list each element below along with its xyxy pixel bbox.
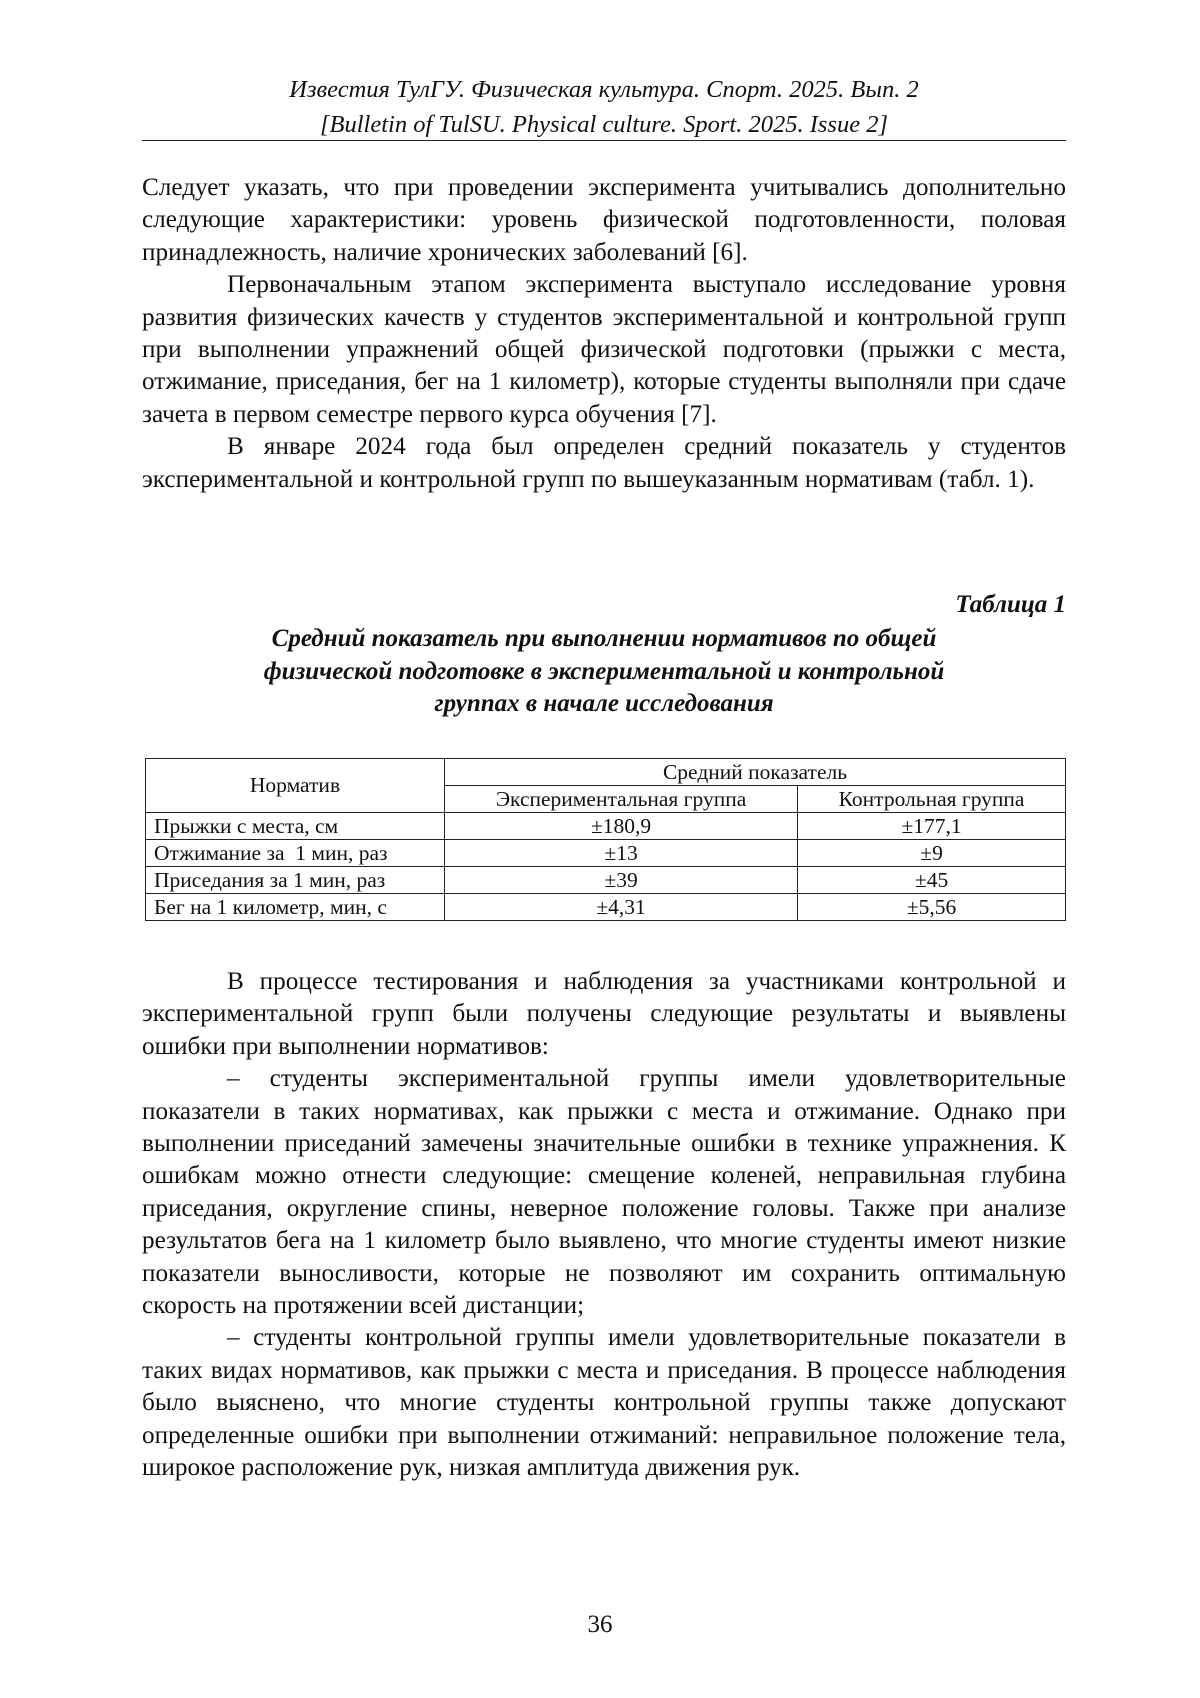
table-header-row xyxy=(146,759,1066,786)
cell-experimental: ±4,31 xyxy=(445,894,798,921)
paragraph: В январе 2024 года был определен средний показатель у студентов экспериментальной и контрольной групп по вышеуказанным нормативам (табл. 1). xyxy=(142,433,1066,493)
header-line-en: [Bulletin of TulSU. Physical culture. Sport. 2025. Issue 2] xyxy=(319,111,888,138)
cell-control: ±9 xyxy=(798,840,1066,867)
cell-norm: Прыжки с места, см xyxy=(146,813,445,840)
running-header xyxy=(142,72,1066,142)
table-title-line: Средний показатель при выполнении нормативов по общей xyxy=(271,625,937,652)
cell-experimental: ±13 xyxy=(445,840,798,867)
body-text-top xyxy=(142,172,1066,496)
table-title-line: группах в начале исследования xyxy=(434,690,774,717)
paragraph: Следует указать, что при проведении эксперимента учитывались дополнительно следующие характеристики: уровень физической подготовленности, половая принадлежность, наличие хронических заболеваний [6]. xyxy=(142,174,1066,266)
table-title xyxy=(142,623,1066,721)
cell-control: ±45 xyxy=(798,867,1066,894)
cell-experimental: ±39 xyxy=(445,867,798,894)
paragraph: Первоначальным этапом эксперимента выступало исследование уровня развития физических качеств у студентов экспериментальной и контрольной групп при выполнении упражнений общей физической подготовки (прыжки с места, отжимание, приседания, бег на 1 километр), которые студенты выполняли при сдаче зачета в первом семестре первого курса обучения [7]. xyxy=(142,271,1066,428)
cell-control: ±177,1 xyxy=(798,813,1066,840)
page-number: 36 xyxy=(587,1611,613,1638)
cell-norm: Приседания за 1 мин, раз xyxy=(146,867,445,894)
header-norm: Норматив xyxy=(146,759,445,813)
cell-control: ±5,56 xyxy=(798,894,1066,921)
table-row xyxy=(146,894,1066,921)
table-row xyxy=(146,813,1066,840)
table-row xyxy=(146,840,1066,867)
list-item: – студенты экспериментальной группы имели удовлетворительные показатели в таких нормативах, как прыжки с места и отжимание. Однако при выполнении приседаний замечены значительные ошибки в технике упражнения. К ошибкам можно отнести следующие: смещение коленей, неправильная глубина приседания, округление спины, неверное положение головы. Также при анализе результатов бега на 1 километр было выявлено, что многие студенты имеют низкие показатели выносливости, которые не позволяют им сохранить оптимальную скорость на протяжении всей дистанции; xyxy=(142,1065,1066,1320)
header-line-ru: Известия ТулГУ. Физическая культура. Спорт. 2025. Вып. 2 xyxy=(289,76,919,103)
header-average: Средний показатель xyxy=(445,759,1066,786)
header-control-group: Контрольная группа xyxy=(798,786,1066,813)
results-table xyxy=(145,758,1066,921)
cell-norm: Отжимание за 1 мин, раз xyxy=(146,840,445,867)
table-label: Таблица 1 xyxy=(955,591,1066,618)
header-experimental-group: Экспериментальная группа xyxy=(445,786,798,813)
table-title-line: физической подготовке в экспериментальной и контрольной xyxy=(263,657,945,685)
table-row xyxy=(146,867,1066,894)
cell-experimental: ±180,9 xyxy=(445,813,798,840)
list-item: – студенты контрольной группы имели удовлетворительные показатели в таких видах нормативов, как прыжки с места и приседания. В процессе наблюдения было выяснено, что многие студенты контрольной группы также допускают определенные ошибки при выполнении отжиманий: неправильное положение тела, широкое расположение рук, низкая амплитуда движения рук. xyxy=(142,1324,1066,1482)
body-text-bottom xyxy=(142,966,1066,1485)
header-divider xyxy=(142,140,1066,141)
paragraph: В процессе тестирования и наблюдения за участниками контрольной и экспериментальной групп были получены следующие результаты и выявлены ошибки при выполнении нормативов: xyxy=(142,968,1066,1060)
cell-norm: Бег на 1 километр, мин, с xyxy=(146,894,445,921)
